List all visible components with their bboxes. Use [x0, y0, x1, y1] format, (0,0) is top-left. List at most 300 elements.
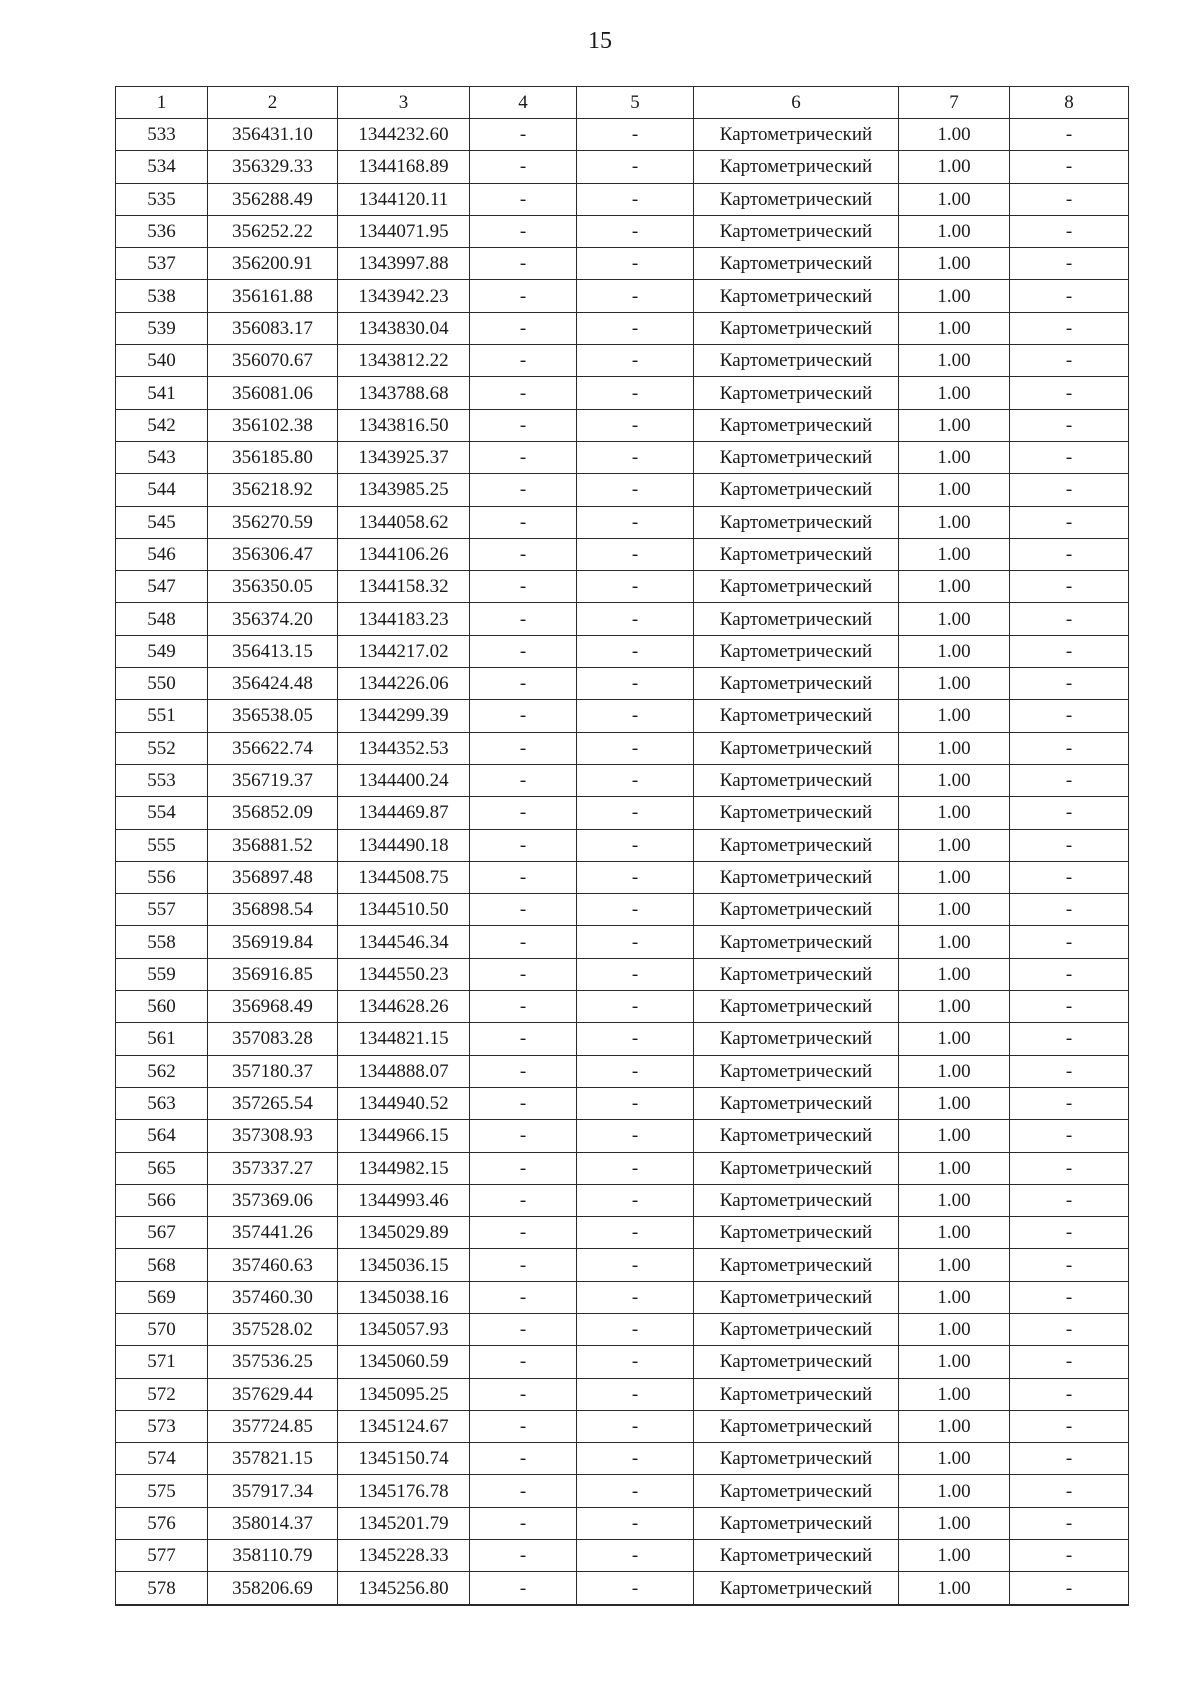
col5-cell: -	[577, 635, 694, 667]
accuracy-cell: 1.00	[899, 829, 1010, 861]
col8-cell: -	[1010, 441, 1129, 473]
table-row	[116, 215, 1129, 247]
accuracy-cell: 1.00	[899, 409, 1010, 441]
table-row	[116, 958, 1129, 990]
point-number-cell: 538	[116, 280, 208, 312]
method-cell: Картометрический	[694, 829, 899, 861]
col5-cell: -	[577, 119, 694, 151]
x-coordinate-cell: 357441.26	[208, 1217, 338, 1249]
method-cell: Картометрический	[694, 345, 899, 377]
point-number-cell: 549	[116, 635, 208, 667]
table-row	[116, 1087, 1129, 1119]
y-coordinate-cell: 1344106.26	[338, 538, 470, 570]
col5-cell: -	[577, 1055, 694, 1087]
col5-cell: -	[577, 1346, 694, 1378]
x-coordinate-cell: 357180.37	[208, 1055, 338, 1087]
col5-cell: -	[577, 1378, 694, 1410]
method-cell: Картометрический	[694, 958, 899, 990]
x-coordinate-cell: 358206.69	[208, 1572, 338, 1605]
table-row	[116, 345, 1129, 377]
point-number-cell: 578	[116, 1572, 208, 1605]
method-cell: Картометрический	[694, 991, 899, 1023]
y-coordinate-cell: 1344299.39	[338, 700, 470, 732]
x-coordinate-cell: 356424.48	[208, 668, 338, 700]
col4-cell: -	[470, 1120, 577, 1152]
y-coordinate-cell: 1343925.37	[338, 441, 470, 473]
col5-cell: -	[577, 1249, 694, 1281]
table-row	[116, 861, 1129, 893]
col5-cell: -	[577, 215, 694, 247]
col4-cell: -	[470, 1313, 577, 1345]
col4-cell: -	[470, 248, 577, 280]
col4-cell: -	[470, 538, 577, 570]
col4-cell: -	[470, 345, 577, 377]
point-number-cell: 543	[116, 441, 208, 473]
x-coordinate-cell: 356898.54	[208, 894, 338, 926]
accuracy-cell: 1.00	[899, 312, 1010, 344]
col8-cell: -	[1010, 345, 1129, 377]
point-number-cell: 553	[116, 764, 208, 796]
accuracy-cell: 1.00	[899, 1507, 1010, 1539]
col5-cell: -	[577, 571, 694, 603]
table-row	[116, 991, 1129, 1023]
header-row	[116, 87, 1129, 119]
table-row	[116, 700, 1129, 732]
method-cell: Картометрический	[694, 732, 899, 764]
col5-cell: -	[577, 1507, 694, 1539]
x-coordinate-cell: 358110.79	[208, 1540, 338, 1572]
y-coordinate-cell: 1345124.67	[338, 1410, 470, 1442]
column-header: 6	[694, 87, 899, 119]
col8-cell: -	[1010, 1313, 1129, 1345]
y-coordinate-cell: 1343788.68	[338, 377, 470, 409]
x-coordinate-cell: 356916.85	[208, 958, 338, 990]
accuracy-cell: 1.00	[899, 345, 1010, 377]
accuracy-cell: 1.00	[899, 861, 1010, 893]
accuracy-cell: 1.00	[899, 280, 1010, 312]
y-coordinate-cell: 1344158.32	[338, 571, 470, 603]
x-coordinate-cell: 356968.49	[208, 991, 338, 1023]
col8-cell: -	[1010, 1572, 1129, 1605]
table-body	[116, 119, 1129, 1605]
col8-cell: -	[1010, 991, 1129, 1023]
point-number-cell: 570	[116, 1313, 208, 1345]
point-number-cell: 552	[116, 732, 208, 764]
col5-cell: -	[577, 1313, 694, 1345]
accuracy-cell: 1.00	[899, 1249, 1010, 1281]
point-number-cell: 551	[116, 700, 208, 732]
method-cell: Картометрический	[694, 248, 899, 280]
table-row	[116, 635, 1129, 667]
col5-cell: -	[577, 829, 694, 861]
accuracy-cell: 1.00	[899, 119, 1010, 151]
y-coordinate-cell: 1345038.16	[338, 1281, 470, 1313]
point-number-cell: 544	[116, 474, 208, 506]
col4-cell: -	[470, 1378, 577, 1410]
page-number: 15	[588, 28, 612, 54]
point-number-cell: 571	[116, 1346, 208, 1378]
col4-cell: -	[470, 1572, 577, 1605]
accuracy-cell: 1.00	[899, 1217, 1010, 1249]
point-number-cell: 575	[116, 1475, 208, 1507]
column-header: 4	[470, 87, 577, 119]
x-coordinate-cell: 356200.91	[208, 248, 338, 280]
accuracy-cell: 1.00	[899, 1572, 1010, 1605]
col8-cell: -	[1010, 1540, 1129, 1572]
method-cell: Картометрический	[694, 861, 899, 893]
accuracy-cell: 1.00	[899, 926, 1010, 958]
accuracy-cell: 1.00	[899, 1120, 1010, 1152]
method-cell: Картометрический	[694, 151, 899, 183]
accuracy-cell: 1.00	[899, 377, 1010, 409]
accuracy-cell: 1.00	[899, 1087, 1010, 1119]
y-coordinate-cell: 1343830.04	[338, 312, 470, 344]
accuracy-cell: 1.00	[899, 635, 1010, 667]
method-cell: Картометрический	[694, 1507, 899, 1539]
col5-cell: -	[577, 764, 694, 796]
table-row	[116, 1378, 1129, 1410]
method-cell: Картометрический	[694, 215, 899, 247]
col8-cell: -	[1010, 280, 1129, 312]
accuracy-cell: 1.00	[899, 474, 1010, 506]
col5-cell: -	[577, 1475, 694, 1507]
col5-cell: -	[577, 538, 694, 570]
col4-cell: -	[470, 1152, 577, 1184]
accuracy-cell: 1.00	[899, 183, 1010, 215]
accuracy-cell: 1.00	[899, 1346, 1010, 1378]
method-cell: Картометрический	[694, 280, 899, 312]
col5-cell: -	[577, 1152, 694, 1184]
y-coordinate-cell: 1344993.46	[338, 1184, 470, 1216]
column-header: 2	[208, 87, 338, 119]
table-row	[116, 377, 1129, 409]
accuracy-cell: 1.00	[899, 1281, 1010, 1313]
col4-cell: -	[470, 1055, 577, 1087]
col8-cell: -	[1010, 635, 1129, 667]
point-number-cell: 572	[116, 1378, 208, 1410]
col5-cell: -	[577, 377, 694, 409]
x-coordinate-cell: 356270.59	[208, 506, 338, 538]
accuracy-cell: 1.00	[899, 700, 1010, 732]
method-cell: Картометрический	[694, 1152, 899, 1184]
point-number-cell: 547	[116, 571, 208, 603]
col5-cell: -	[577, 280, 694, 312]
x-coordinate-cell: 357528.02	[208, 1313, 338, 1345]
col8-cell: -	[1010, 538, 1129, 570]
col5-cell: -	[577, 700, 694, 732]
point-number-cell: 574	[116, 1443, 208, 1475]
x-coordinate-cell: 357265.54	[208, 1087, 338, 1119]
y-coordinate-cell: 1344821.15	[338, 1023, 470, 1055]
table-row	[116, 1184, 1129, 1216]
table-row	[116, 248, 1129, 280]
col5-cell: -	[577, 441, 694, 473]
method-cell: Картометрический	[694, 538, 899, 570]
point-number-cell: 537	[116, 248, 208, 280]
table-row	[116, 764, 1129, 796]
col4-cell: -	[470, 926, 577, 958]
col5-cell: -	[577, 732, 694, 764]
y-coordinate-cell: 1344183.23	[338, 603, 470, 635]
col4-cell: -	[470, 861, 577, 893]
method-cell: Картометрический	[694, 1475, 899, 1507]
point-number-cell: 548	[116, 603, 208, 635]
col4-cell: -	[470, 571, 577, 603]
point-number-cell: 563	[116, 1087, 208, 1119]
point-number-cell: 541	[116, 377, 208, 409]
column-header: 8	[1010, 87, 1129, 119]
point-number-cell: 573	[116, 1410, 208, 1442]
col8-cell: -	[1010, 1507, 1129, 1539]
method-cell: Картометрический	[694, 312, 899, 344]
y-coordinate-cell: 1344982.15	[338, 1152, 470, 1184]
y-coordinate-cell: 1344226.06	[338, 668, 470, 700]
method-cell: Картометрический	[694, 1572, 899, 1605]
col4-cell: -	[470, 764, 577, 796]
method-cell: Картометрический	[694, 1087, 899, 1119]
col4-cell: -	[470, 377, 577, 409]
method-cell: Картометрический	[694, 603, 899, 635]
x-coordinate-cell: 357308.93	[208, 1120, 338, 1152]
col4-cell: -	[470, 1346, 577, 1378]
accuracy-cell: 1.00	[899, 1023, 1010, 1055]
y-coordinate-cell: 1343942.23	[338, 280, 470, 312]
col8-cell: -	[1010, 1443, 1129, 1475]
col5-cell: -	[577, 409, 694, 441]
table-row	[116, 312, 1129, 344]
y-coordinate-cell: 1344888.07	[338, 1055, 470, 1087]
accuracy-cell: 1.00	[899, 1443, 1010, 1475]
col5-cell: -	[577, 603, 694, 635]
point-number-cell: 558	[116, 926, 208, 958]
table-row	[116, 538, 1129, 570]
column-header: 5	[577, 87, 694, 119]
col8-cell: -	[1010, 215, 1129, 247]
col5-cell: -	[577, 312, 694, 344]
point-number-cell: 536	[116, 215, 208, 247]
y-coordinate-cell: 1344550.23	[338, 958, 470, 990]
col5-cell: -	[577, 1087, 694, 1119]
x-coordinate-cell: 356185.80	[208, 441, 338, 473]
col8-cell: -	[1010, 1055, 1129, 1087]
col8-cell: -	[1010, 829, 1129, 861]
table-row	[116, 1313, 1129, 1345]
col5-cell: -	[577, 506, 694, 538]
method-cell: Картометрический	[694, 797, 899, 829]
x-coordinate-cell: 356622.74	[208, 732, 338, 764]
point-number-cell: 567	[116, 1217, 208, 1249]
accuracy-cell: 1.00	[899, 764, 1010, 796]
y-coordinate-cell: 1344058.62	[338, 506, 470, 538]
x-coordinate-cell: 356252.22	[208, 215, 338, 247]
table-row	[116, 1152, 1129, 1184]
col8-cell: -	[1010, 377, 1129, 409]
point-number-cell: 542	[116, 409, 208, 441]
x-coordinate-cell: 357369.06	[208, 1184, 338, 1216]
x-coordinate-cell: 356852.09	[208, 797, 338, 829]
col4-cell: -	[470, 700, 577, 732]
y-coordinate-cell: 1344071.95	[338, 215, 470, 247]
col8-cell: -	[1010, 764, 1129, 796]
point-number-cell: 555	[116, 829, 208, 861]
col5-cell: -	[577, 248, 694, 280]
method-cell: Картометрический	[694, 1184, 899, 1216]
table-row	[116, 474, 1129, 506]
col8-cell: -	[1010, 506, 1129, 538]
col4-cell: -	[470, 1443, 577, 1475]
coordinates-table	[115, 86, 1129, 1606]
col5-cell: -	[577, 926, 694, 958]
point-number-cell: 554	[116, 797, 208, 829]
x-coordinate-cell: 356897.48	[208, 861, 338, 893]
x-coordinate-cell: 357460.63	[208, 1249, 338, 1281]
col5-cell: -	[577, 1540, 694, 1572]
col4-cell: -	[470, 635, 577, 667]
col8-cell: -	[1010, 603, 1129, 635]
col5-cell: -	[577, 797, 694, 829]
col8-cell: -	[1010, 1217, 1129, 1249]
table-row	[116, 1443, 1129, 1475]
x-coordinate-cell: 358014.37	[208, 1507, 338, 1539]
table-row	[116, 1249, 1129, 1281]
y-coordinate-cell: 1345201.79	[338, 1507, 470, 1539]
accuracy-cell: 1.00	[899, 991, 1010, 1023]
x-coordinate-cell: 357337.27	[208, 1152, 338, 1184]
point-number-cell: 534	[116, 151, 208, 183]
y-coordinate-cell: 1344217.02	[338, 635, 470, 667]
col8-cell: -	[1010, 958, 1129, 990]
col8-cell: -	[1010, 1184, 1129, 1216]
col8-cell: -	[1010, 1410, 1129, 1442]
method-cell: Картометрический	[694, 474, 899, 506]
x-coordinate-cell: 356431.10	[208, 119, 338, 151]
col4-cell: -	[470, 409, 577, 441]
col5-cell: -	[577, 1281, 694, 1313]
table-row	[116, 506, 1129, 538]
accuracy-cell: 1.00	[899, 1152, 1010, 1184]
col8-cell: -	[1010, 409, 1129, 441]
point-number-cell: 539	[116, 312, 208, 344]
col5-cell: -	[577, 1443, 694, 1475]
table-row	[116, 1572, 1129, 1605]
table-row	[116, 1507, 1129, 1539]
y-coordinate-cell: 1345057.93	[338, 1313, 470, 1345]
table-row	[116, 732, 1129, 764]
point-number-cell: 550	[116, 668, 208, 700]
col4-cell: -	[470, 1507, 577, 1539]
accuracy-cell: 1.00	[899, 603, 1010, 635]
point-number-cell: 561	[116, 1023, 208, 1055]
col4-cell: -	[470, 119, 577, 151]
y-coordinate-cell: 1343816.50	[338, 409, 470, 441]
col5-cell: -	[577, 151, 694, 183]
col5-cell: -	[577, 345, 694, 377]
method-cell: Картометрический	[694, 506, 899, 538]
col8-cell: -	[1010, 1378, 1129, 1410]
point-number-cell: 556	[116, 861, 208, 893]
method-cell: Картометрический	[694, 1378, 899, 1410]
table-row	[116, 668, 1129, 700]
col5-cell: -	[577, 861, 694, 893]
table-row	[116, 926, 1129, 958]
table-row	[116, 151, 1129, 183]
table-row	[116, 1217, 1129, 1249]
y-coordinate-cell: 1344940.52	[338, 1087, 470, 1119]
point-number-cell: 535	[116, 183, 208, 215]
col8-cell: -	[1010, 1346, 1129, 1378]
method-cell: Картометрический	[694, 764, 899, 796]
accuracy-cell: 1.00	[899, 797, 1010, 829]
method-cell: Картометрический	[694, 1410, 899, 1442]
accuracy-cell: 1.00	[899, 732, 1010, 764]
table-row	[116, 183, 1129, 215]
y-coordinate-cell: 1343985.25	[338, 474, 470, 506]
col4-cell: -	[470, 1410, 577, 1442]
method-cell: Картометрический	[694, 668, 899, 700]
x-coordinate-cell: 357917.34	[208, 1475, 338, 1507]
table-row	[116, 1475, 1129, 1507]
method-cell: Картометрический	[694, 1023, 899, 1055]
x-coordinate-cell: 356329.33	[208, 151, 338, 183]
col8-cell: -	[1010, 312, 1129, 344]
col4-cell: -	[470, 797, 577, 829]
accuracy-cell: 1.00	[899, 1410, 1010, 1442]
point-number-cell: 576	[116, 1507, 208, 1539]
col4-cell: -	[470, 183, 577, 215]
y-coordinate-cell: 1345150.74	[338, 1443, 470, 1475]
col5-cell: -	[577, 1120, 694, 1152]
y-coordinate-cell: 1344400.24	[338, 764, 470, 796]
y-coordinate-cell: 1344469.87	[338, 797, 470, 829]
method-cell: Картометрический	[694, 119, 899, 151]
y-coordinate-cell: 1345256.80	[338, 1572, 470, 1605]
method-cell: Картометрический	[694, 441, 899, 473]
x-coordinate-cell: 357536.25	[208, 1346, 338, 1378]
y-coordinate-cell: 1345176.78	[338, 1475, 470, 1507]
y-coordinate-cell: 1344232.60	[338, 119, 470, 151]
method-cell: Картометрический	[694, 1249, 899, 1281]
point-number-cell: 540	[116, 345, 208, 377]
y-coordinate-cell: 1344966.15	[338, 1120, 470, 1152]
y-coordinate-cell: 1343812.22	[338, 345, 470, 377]
accuracy-cell: 1.00	[899, 1475, 1010, 1507]
point-number-cell: 546	[116, 538, 208, 570]
col8-cell: -	[1010, 151, 1129, 183]
table-row	[116, 1055, 1129, 1087]
point-number-cell: 533	[116, 119, 208, 151]
table-row	[116, 894, 1129, 926]
method-cell: Картометрический	[694, 635, 899, 667]
col4-cell: -	[470, 1540, 577, 1572]
method-cell: Картометрический	[694, 1540, 899, 1572]
col4-cell: -	[470, 1184, 577, 1216]
x-coordinate-cell: 356102.38	[208, 409, 338, 441]
col4-cell: -	[470, 732, 577, 764]
point-number-cell: 560	[116, 991, 208, 1023]
col5-cell: -	[577, 894, 694, 926]
x-coordinate-cell: 356070.67	[208, 345, 338, 377]
col8-cell: -	[1010, 1281, 1129, 1313]
table-row	[116, 571, 1129, 603]
col8-cell: -	[1010, 1087, 1129, 1119]
method-cell: Картометрический	[694, 1313, 899, 1345]
accuracy-cell: 1.00	[899, 1378, 1010, 1410]
x-coordinate-cell: 356881.52	[208, 829, 338, 861]
table-row	[116, 441, 1129, 473]
x-coordinate-cell: 356081.06	[208, 377, 338, 409]
x-coordinate-cell: 356218.92	[208, 474, 338, 506]
point-number-cell: 577	[116, 1540, 208, 1572]
